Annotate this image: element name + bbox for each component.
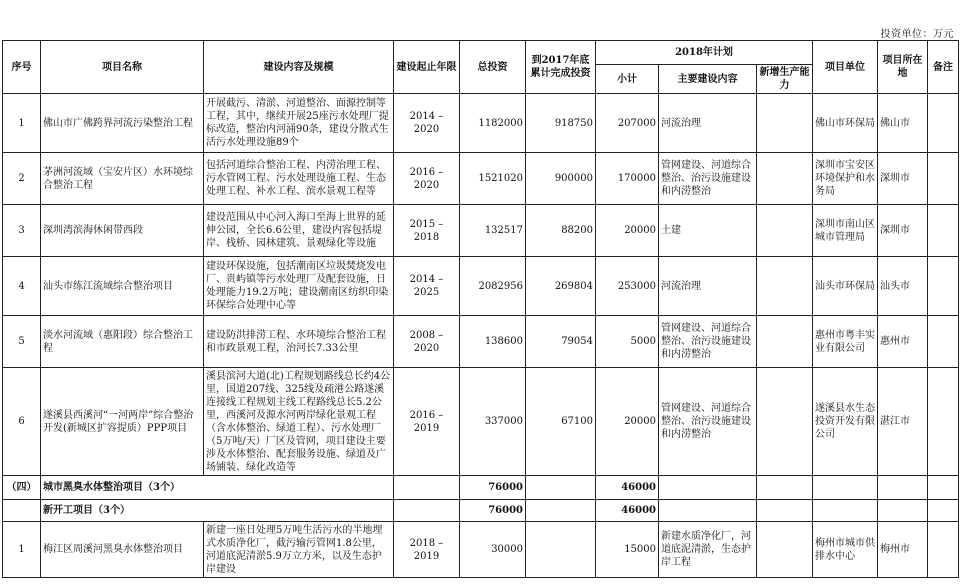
cell-project-name: 遂溪县西溪河“一河两岸”综合整治开发(新城区扩容提质）PPP项目 [41,368,204,476]
header-project-name: 项目名称 [41,41,204,94]
cell-location: 梅州市 [878,522,928,578]
cell-capacity [757,205,813,257]
cell-content: 建设环保设施，包括潮南区垃圾焚烧发电厂、贵屿镇等污水处理厂及配套设施，日处理能力19.2万吨；建设潮南区纺织印染环保综合处理中心等 [204,257,394,316]
cell-project-unit: 梅州市城市供排水中心 [813,522,878,578]
cell-cumulative: 918750 [526,94,596,153]
cell-period [394,476,460,500]
cell-project-name: 梅江区周溪河黑臭水体整治项目 [41,522,204,578]
cell-project-name: 淡水河流域（惠阳段）综合整治工程 [41,316,204,368]
header-content-scale: 建设内容及规模 [204,41,394,94]
cell-subtotal: 15000 [596,522,659,578]
cell-content: 新建一座日处理5万吨生活污水的半地埋式水质净化厂，截污输污管网1.8公里，河道底泥清淤5.9万立方米，以及生态护岸建设 [204,522,394,578]
cell-project-unit: 遂溪县水生态投资开发有限公司 [813,368,878,476]
header-period: 建设起止年限 [394,41,460,94]
cell-capacity [757,257,813,316]
subsection-row [3,500,959,522]
cell-location: 惠州市 [878,316,928,368]
cell-location [878,476,928,500]
header-main-content: 主要建设内容 [659,65,757,94]
cell-location: 深圳市 [878,205,928,257]
cell-total: 138600 [460,316,526,368]
cell-project-name: 茅洲河流域（宝安片区）水环境综合整治工程 [41,153,204,205]
cell-capacity [757,500,813,522]
header-total-investment: 总投资 [460,41,526,94]
cell-subtotal: 253000 [596,257,659,316]
table-row [3,94,959,153]
cell-subtotal: 170000 [596,153,659,205]
subsection-title: 新开工项目（3个） [41,500,394,522]
cell-project-name: 汕头市练江流域综合整治项目 [41,257,204,316]
cell-remarks [928,500,959,522]
cell-capacity [757,153,813,205]
cell-content: 包括河道综合整治工程、内涝治理工程、污水管网工程、污水处理设施工程、生态处理工程、补水工程、滨水景观工程等 [204,153,394,205]
cell-main-content [659,500,757,522]
cell-project-name: 佛山市广佛跨界河流污染整治工程 [41,94,204,153]
cell-main-content: 新建水质净化厂，河道底泥清淤，生态护岸工程 [659,522,757,578]
investment-unit-note: 投资单位：万元 [880,29,954,40]
cell-capacity [757,316,813,368]
cell-location: 汕头市 [878,257,928,316]
cell-cumulative [526,522,596,578]
cell-main-content: 河流治理 [659,94,757,153]
cell-remarks [928,153,959,205]
cell-seq: 4 [3,257,41,316]
cell-capacity [757,368,813,476]
cell-project-unit: 佛山市环保局 [813,94,878,153]
header-cumulative-investment: 到2017年底累计完成投资 [526,41,596,94]
header-subtotal: 小计 [596,65,659,94]
cell-period: 2014 – 2025 [394,257,460,316]
cell-total: 1521020 [460,153,526,205]
cell-location: 佛山市 [878,94,928,153]
investment-plan-table [2,40,959,578]
cell-remarks [928,205,959,257]
section-title: 城市黑臭水体整治项目（3个） [41,476,394,500]
cell-project-unit: 汕头市环保局 [813,257,878,316]
cell-remarks [928,368,959,476]
cell-subtotal: 20000 [596,368,659,476]
cell-seq: 1 [3,94,41,153]
cell-capacity [757,522,813,578]
cell-project-unit [813,500,878,522]
cell-subtotal: 5000 [596,316,659,368]
cell-total: 1182000 [460,94,526,153]
header-remarks: 备注 [928,41,959,94]
cell-seq: 5 [3,316,41,368]
cell-main-content: 管网建设、河道综合整治、治污设施建设和内涝整治 [659,153,757,205]
cell-seq: 1 [3,522,41,578]
section-row [3,476,959,500]
cell-project-name: 深圳湾滨海休闲带西段 [41,205,204,257]
cell-capacity [757,476,813,500]
cell-seq: 2 [3,153,41,205]
table-row [3,257,959,316]
header-project-unit: 项目单位 [813,41,878,94]
section-subtotal: 46000 [596,476,659,500]
header-new-capacity: 新增生产能力 [757,65,813,94]
cell-location: 深圳市 [878,153,928,205]
cell-location [878,500,928,522]
cell-cumulative: 88200 [526,205,596,257]
cell-period: 2018 – 2019 [394,522,460,578]
cell-remarks [928,316,959,368]
section-total: 76000 [460,476,526,500]
cell-cumulative: 269804 [526,257,596,316]
cell-seq: 6 [3,368,41,476]
cell-content: 建设防洪排涝工程、水环境综合整治工程和市政景观工程，治河长7.33公里 [204,316,394,368]
cell-seq [3,500,41,522]
cell-cumulative: 67100 [526,368,596,476]
cell-total: 2082956 [460,257,526,316]
header-location: 项目所在地 [878,41,928,94]
cell-capacity [757,94,813,153]
cell-period: 2016 – 2019 [394,368,460,476]
cell-period: 2016 – 2020 [394,153,460,205]
cell-main-content: 管网建设、河道综合整治、治污设施建设和内涝整治 [659,316,757,368]
cell-content: 溪县滨河大道(北)工程规划路线总长约4公里，国道207线、325线及疏港公路遂溪连接线工程规划主线工程路线总长5.2公里，西溪河及源水河两岸绿化景观工程（含水体整治、绿道工程）、污水处理厂（5万吨/天）厂区及管网，项目建设主要涉及水体整治、配套服务设施、绿道及广场铺装、绿化改造等 [204,368,394,476]
cell-main-content [659,476,757,500]
cell-period: 2008 – 2020 [394,316,460,368]
cell-content: 开展截污、清淤、河道整治、面源控制等工程，其中，继续开展25座污水处理厂提标改造，整治内河涌90条，建设分散式生活污水处理设施89个 [204,94,394,153]
cell-period: 2014 – 2020 [394,94,460,153]
cell-main-content: 河流治理 [659,257,757,316]
cell-cumulative: 79054 [526,316,596,368]
cell-main-content: 土建 [659,205,757,257]
section-seq: （四） [3,476,41,500]
cell-total: 337000 [460,368,526,476]
cell-period [394,500,460,522]
cell-cumulative: 900000 [526,153,596,205]
cell-cumulative [526,476,596,500]
cell-remarks [928,476,959,500]
table-row [3,153,959,205]
subsection-subtotal: 46000 [596,500,659,522]
cell-remarks [928,94,959,153]
table-row [3,205,959,257]
cell-period: 2015 – 2018 [394,205,460,257]
cell-project-unit: 惠州市粤丰实业有限公司 [813,316,878,368]
cell-location: 湛江市 [878,368,928,476]
cell-main-content: 管网建设、河道综合整治、治污设施建设和内涝整治 [659,368,757,476]
cell-remarks [928,257,959,316]
header-plan-2018: 2018年计划 [596,41,813,65]
table-row [3,522,959,578]
cell-content: 建设范围从中心河入海口至海上世界的延伸公园，全长6.6公里，建设内容包括堤岸、栈桥、园林建筑、景观绿化等设施 [204,205,394,257]
cell-total: 132517 [460,205,526,257]
cell-project-unit: 深圳市南山区城市管理局 [813,205,878,257]
cell-seq: 3 [3,205,41,257]
header-seq: 序号 [3,41,41,94]
cell-project-unit: 深圳市宝安区环境保护和水务局 [813,153,878,205]
cell-project-unit [813,476,878,500]
table-row [3,316,959,368]
cell-remarks [928,522,959,578]
cell-subtotal: 207000 [596,94,659,153]
subsection-total: 76000 [460,500,526,522]
cell-total: 30000 [460,522,526,578]
table-row [3,368,959,476]
cell-subtotal: 20000 [596,205,659,257]
cell-cumulative [526,500,596,522]
